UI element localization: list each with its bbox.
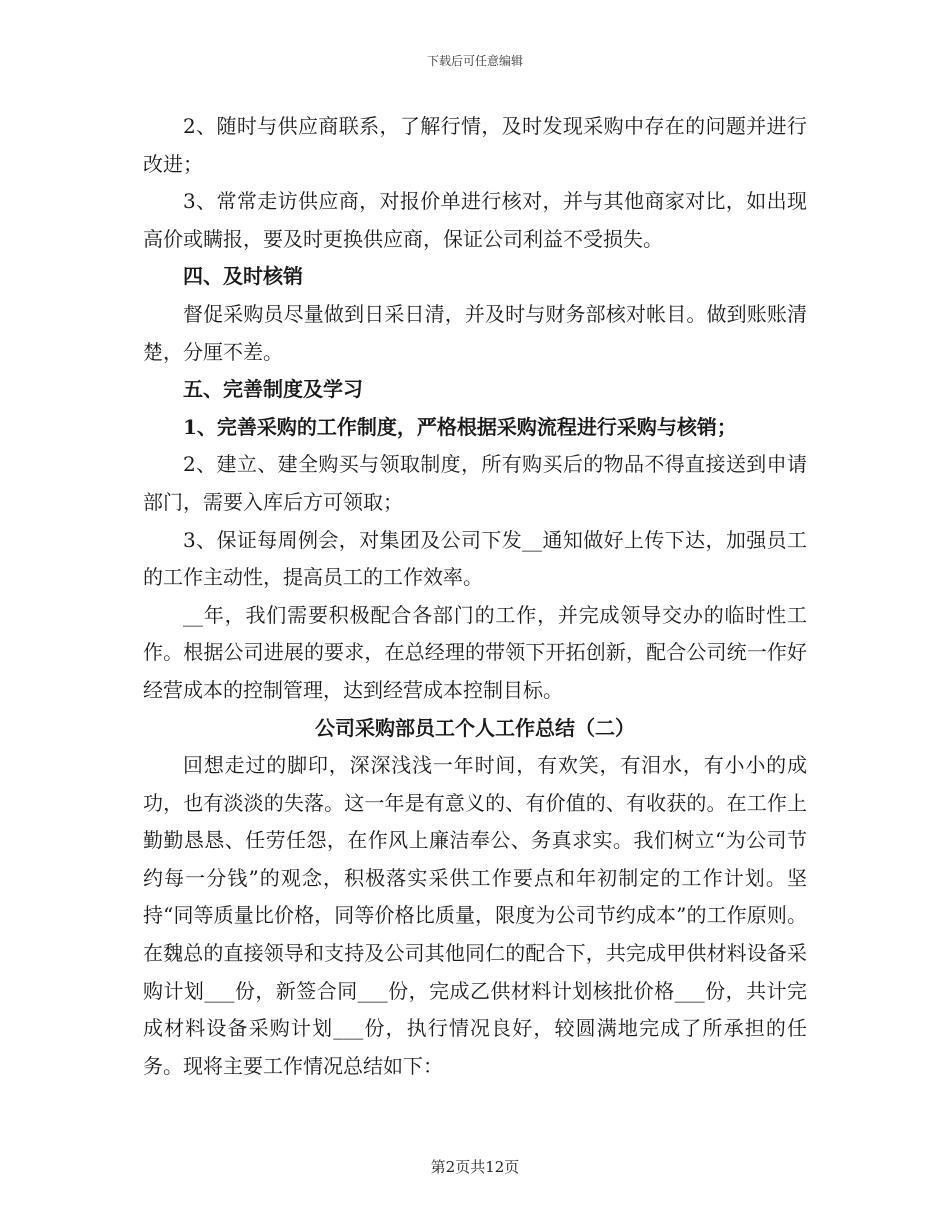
paragraph-visit-suppliers: 3、常常走访供应商，对报价单进行核对，并与其他商家对比，如出现高价或瞒报，要及时更换供应商，保证公司利益不受损失。 [143,189,807,251]
document-body [143,108,807,1085]
paragraph-supplier-contact: 2、随时与供应商联系，了解行情，及时发现采购中存在的问题并进行改进； [143,114,807,176]
paragraph-purchase-rules: 2、建立、建全购买与领取制度，所有购买后的物品不得直接送到申请部门，需要入库后方可领取； [143,452,807,514]
page-footer: 第2页共12页 [430,1158,520,1176]
section-heading-system-learning: 五、完善制度及学习 [183,377,363,402]
section-heading-verification: 四、及时核销 [183,264,303,289]
paragraph-review: 回想走过的脚印，深深浅浅一年时间，有欢笑，有泪水，有小小的成功，也有淡淡的失落。这一年是有意义的、有价值的、有收获的。在工作上勤勤恳恳、任劳任怨，在作风上廉洁奉公、务真求实。我们树立“为公司节约每一分钱”的观念，积极落实采供工作要点和年初制定的工作计划。坚持“同等质量比价格，同等价格比质量，限度为公司节约成本”的工作原则。在魏总的直接领导和支持及公司其他同仁的配合下，共完成甲供材料设备采购计划___份，新签合同___份，完成乙供材料计划核批价格___份，共计完成材料设备采购计划___份，执行情况良好，较圆满地完成了所承担的任务。现将主要工作情况总结如下： [143,753,807,1078]
paragraph-year-plan: __年，我们需要积极配合各部门的工作，并完成领导交办的临时性工作。根据公司进展的要求，在总经理的带领下开拓创新，配合公司统一作好经营成本的控制管理，达到经营成本控制目标。 [143,602,807,702]
paragraph-daily-reconcile: 督促采购员尽量做到日采日清，并及时与财务部核对帐目。做到账账清楚，分厘不差。 [143,301,807,364]
page-header: 下载后可任意编辑 [426,54,523,68]
paragraph-improve-system: 1、完善采购的工作制度，严格根据采购流程进行采购与核销； [183,414,737,439]
paragraph-weekly-meeting: 3、保证每周例会，对集团及公司下发__通知做好上传下达，加强员工的工作主动性，提高员工的工作效率。 [143,527,807,590]
section-title-summary-two: 公司采购部员工个人工作总结（二） [315,715,635,740]
